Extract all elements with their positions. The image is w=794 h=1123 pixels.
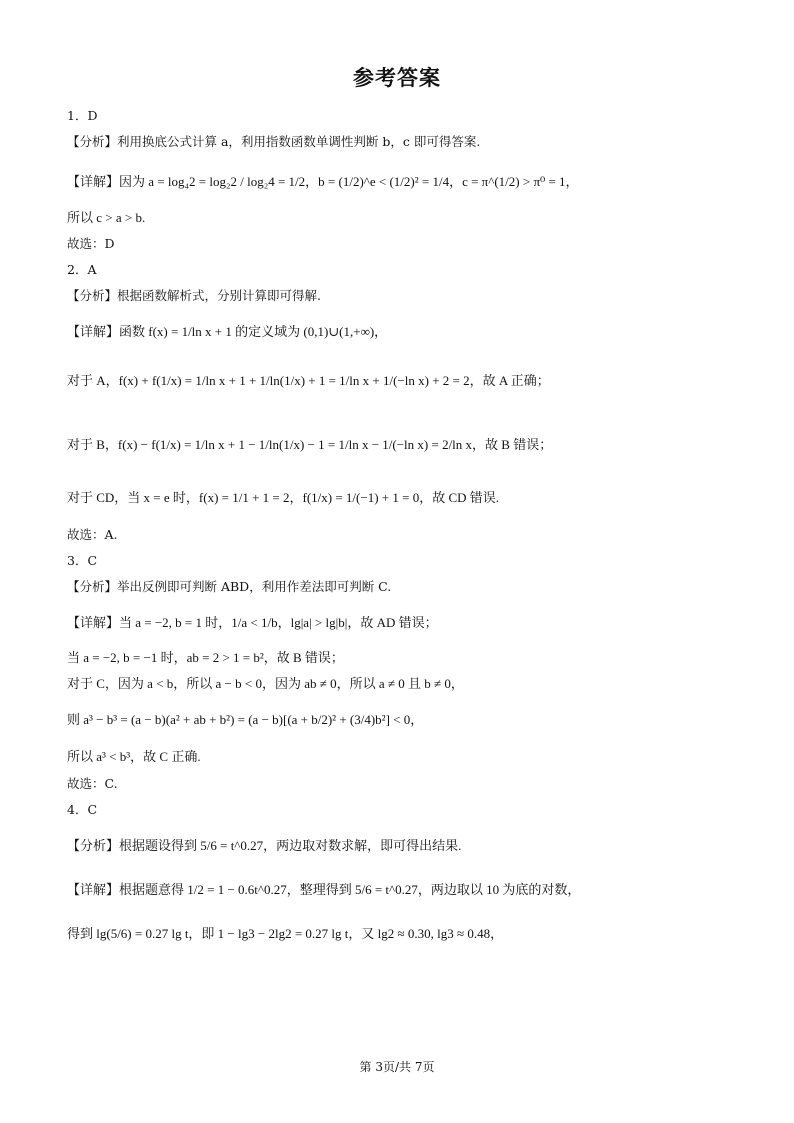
- answer-line: 对于 C，因为 a < b，所以 a − b < 0，因为 ab ≠ 0，所以 a ≠ 0 且 b ≠ 0，: [67, 676, 464, 691]
- answer-line: 【详解】当 a = −2, b = 1 时，1/a < 1/b，lg|a| > lg|b|，故 AD 错误；: [67, 615, 438, 630]
- page-title: 参考答案: [353, 66, 441, 90]
- answer-line: 【详解】因为 a = log₄2 = log₂2 / log₂4 = 1/2，b = (1/2)^e < (1/2)² = 1/4，c = π^(1/2) > π⁰ = 1，: [67, 174, 579, 189]
- answer-line: 所以 a³ < b³，故 C 正确.: [67, 749, 201, 764]
- answer-line: 所以 c > a > b.: [67, 210, 146, 225]
- answer-line: 4．C: [67, 802, 98, 817]
- answer-line: 故选：C.: [67, 776, 118, 791]
- answer-line: 对于 CD，当 x = e 时，f(x) = 1/1 + 1 = 2，f(1/x) = 1/(−1) + 1 = 0，故 CD 错误.: [67, 490, 500, 505]
- answer-line: 【分析】根据函数解析式，分别计算即可得解.: [67, 288, 321, 303]
- answer-line: 2．A: [67, 262, 97, 277]
- page-footer: 第 3页/共 7页: [359, 1060, 435, 1074]
- answer-line: 1．D: [67, 108, 98, 123]
- answer-line: 【分析】根据题设得到 5/6 = t^0.27，两边取对数求解，即可得出结果.: [67, 838, 462, 853]
- answer-line: 得到 lg(5/6) = 0.27 lg t，即 1 − lg3 − 2lg2 = 0.27 lg t，又 lg2 ≈ 0.30, lg3 ≈ 0.48，: [67, 926, 504, 941]
- answer-line: 【详解】函数 f(x) = 1/ln x + 1 的定义域为 (0,1)∪(1,+∞)，: [67, 324, 388, 339]
- answer-line: 当 a = −2, b = −1 时，ab = 2 > 1 = b²，故 B 错误；: [67, 650, 344, 665]
- answer-line: 对于 B，f(x) − f(1/x) = 1/ln x + 1 − 1/ln(1/x) − 1 = 1/ln x − 1/(−ln x) = 2/ln x，故 B 错误；: [67, 437, 553, 452]
- answer-line: 【分析】举出反例即可判断 ABD，利用作差法即可判断 C.: [67, 579, 392, 594]
- answer-line: 【详解】根据题意得 1/2 = 1 − 0.6t^0.27，整理得到 5/6 = t^0.27，两边取以 10 为底的对数，: [67, 882, 581, 897]
- answer-line: 则 a³ − b³ = (a − b)(a² + ab + b²) = (a − b)[(a + b/2)² + (3/4)b²] < 0，: [67, 712, 424, 727]
- answer-line: 故选：A.: [67, 527, 118, 542]
- answer-line: 【分析】利用换底公式计算 a，利用指数函数单调性判断 b，c 即可得答案.: [67, 134, 481, 149]
- answer-line: 故选：D: [67, 236, 115, 251]
- answer-line: 对于 A，f(x) + f(1/x) = 1/ln x + 1 + 1/ln(1/x) + 1 = 1/ln x + 1/(−ln x) + 2 = 2，故 A 正确；: [67, 373, 550, 388]
- answer-line: 3．C: [67, 553, 98, 568]
